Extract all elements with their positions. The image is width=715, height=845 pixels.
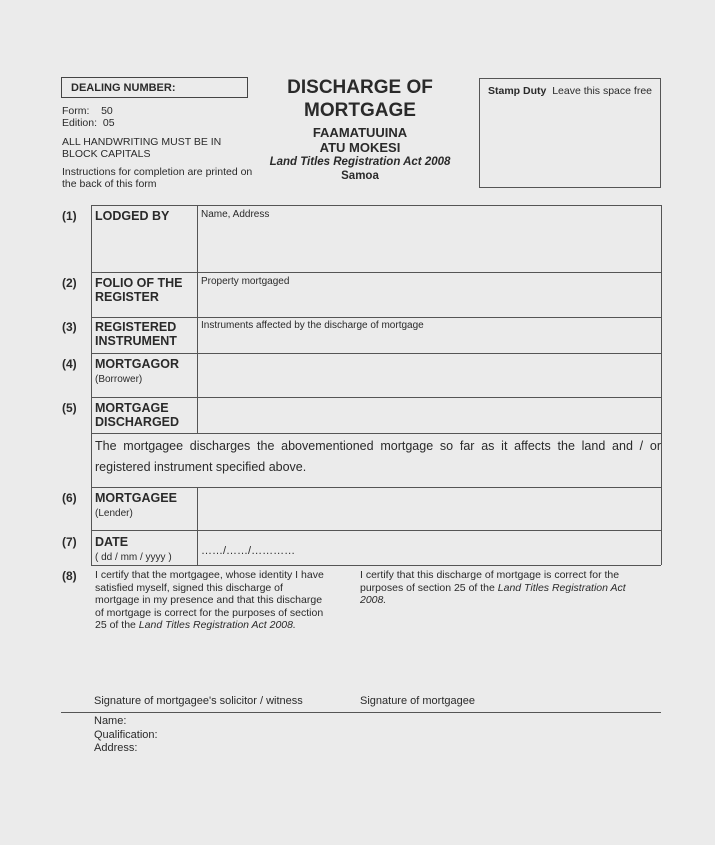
address-field[interactable]: Address: [94,742,138,754]
instrument-hint: Instruments affected by the discharge of mortgage [201,320,424,331]
lodged-by-label [95,209,169,223]
form-info [62,105,115,129]
row-label: MORTGAGE [95,401,169,415]
dealing-number-box[interactable] [61,77,248,98]
row-sublabel: (Borrower) [95,374,143,385]
lodged-by-field[interactable] [198,206,660,271]
row-number: (6) [62,491,77,505]
discharge-statement: The mortgagee discharges the abovementioned mortgage so far as it affects the land and / or registered instrument specified above. [95,439,661,474]
cert-line: I certify that the mortgagee, whose identity I have [95,569,324,581]
handwriting-line: BLOCK CAPITALS [62,148,151,160]
qualification-field[interactable]: Qualification: [94,728,158,741]
row-label: REGISTER [95,290,159,304]
stamp-duty-note: Leave this space free [552,85,652,97]
witness-details [94,715,158,756]
cert-line: satisfied myself, signed this discharge of [95,581,283,594]
stamp-duty-label: Stamp Duty [488,85,547,97]
mortgagee-signature-area[interactable] [360,640,660,690]
folio-hint: Property mortgaged [201,276,290,287]
mortgagor-label [95,357,179,387]
row-label: INSTRUMENT [95,334,177,348]
lodged-by-hint: Name, Address [201,209,270,220]
samoan-title-line: FAAMATUUINA [312,125,408,140]
row-number: (5) [62,401,77,415]
folio-field[interactable] [198,273,660,316]
row-number: (3) [62,320,77,334]
mortgage-discharged-label [95,401,179,429]
row-number: (1) [62,209,77,223]
row-label: REGISTERED [95,320,177,334]
row-sublabel: ( dd / mm / yyyy ) [95,552,172,563]
dealing-number-label: DEALING NUMBER: [71,82,176,94]
row-label: LODGED BY [95,209,170,223]
mortgage-discharged-field[interactable] [198,398,660,432]
mortgagee-field[interactable] [198,488,660,529]
title-line: DISCHARGE OF [287,77,433,98]
witness-signature-area[interactable] [95,640,355,690]
mortgagee-certification [360,569,660,607]
instrument-label [95,320,177,348]
row-number: (7) [62,535,77,549]
edition-value: 05 [102,117,115,129]
handwriting-note [62,136,221,160]
row-label: FOLIO OF THE [95,276,183,290]
cert-line: of mortgage is correct for the purposes of section [95,606,324,619]
mortgagor-field[interactable] [198,354,660,396]
witness-certification [95,569,357,632]
folio-label [95,276,183,304]
instructions-line: the back of this form [62,178,157,190]
row-label: DISCHARGED [95,415,180,429]
cert-line: purposes of section 25 of the [360,581,498,594]
witness-signature-label: Signature of mortgagee's solicitor / witness [94,695,303,707]
country-name: Samoa [341,170,379,182]
handwriting-line: ALL HANDWRITING MUST BE IN [62,136,222,148]
mortgagee-label [95,491,177,521]
act-name: Land Titles Registration Act 2008 [269,156,451,168]
row-label: MORTGAGOR [95,357,180,371]
row-label: MORTGAGEE [95,491,177,505]
title-line: MORTGAGE [304,100,416,121]
form-title [260,76,460,184]
cert-line: I certify that this discharge of mortgage is correct for the [360,569,620,581]
cert-line: mortgage in my presence and that this discharge [95,594,323,606]
cert-line: 25 of the [95,619,139,631]
act-reference: 2008. [360,594,387,606]
mortgagee-signature-label: Signature of mortgagee [360,695,475,707]
row-sublabel: (Lender) [95,508,133,519]
date-label [95,535,172,565]
instructions-line: Instructions for completion are printed on [62,166,253,178]
edition-label: Edition: [62,117,98,129]
form-label: Form: [62,105,90,117]
act-reference: Land Titles Registration Act [497,581,626,594]
row-label: DATE [95,535,129,549]
date-field[interactable]: ……/……/………… [201,545,296,557]
stamp-duty-box [479,78,661,188]
form-value: 50 [101,105,113,117]
row-number: (8) [62,569,77,583]
instrument-field[interactable] [198,318,660,352]
act-reference: Land Titles Registration Act 2008. [138,619,296,631]
name-field[interactable]: Name: [94,715,127,727]
row-number: (2) [62,276,77,290]
samoan-title-line: ATU MOKESI [319,140,401,155]
row-number: (4) [62,357,77,371]
signature-divider [61,712,661,713]
instructions-note [62,166,252,190]
